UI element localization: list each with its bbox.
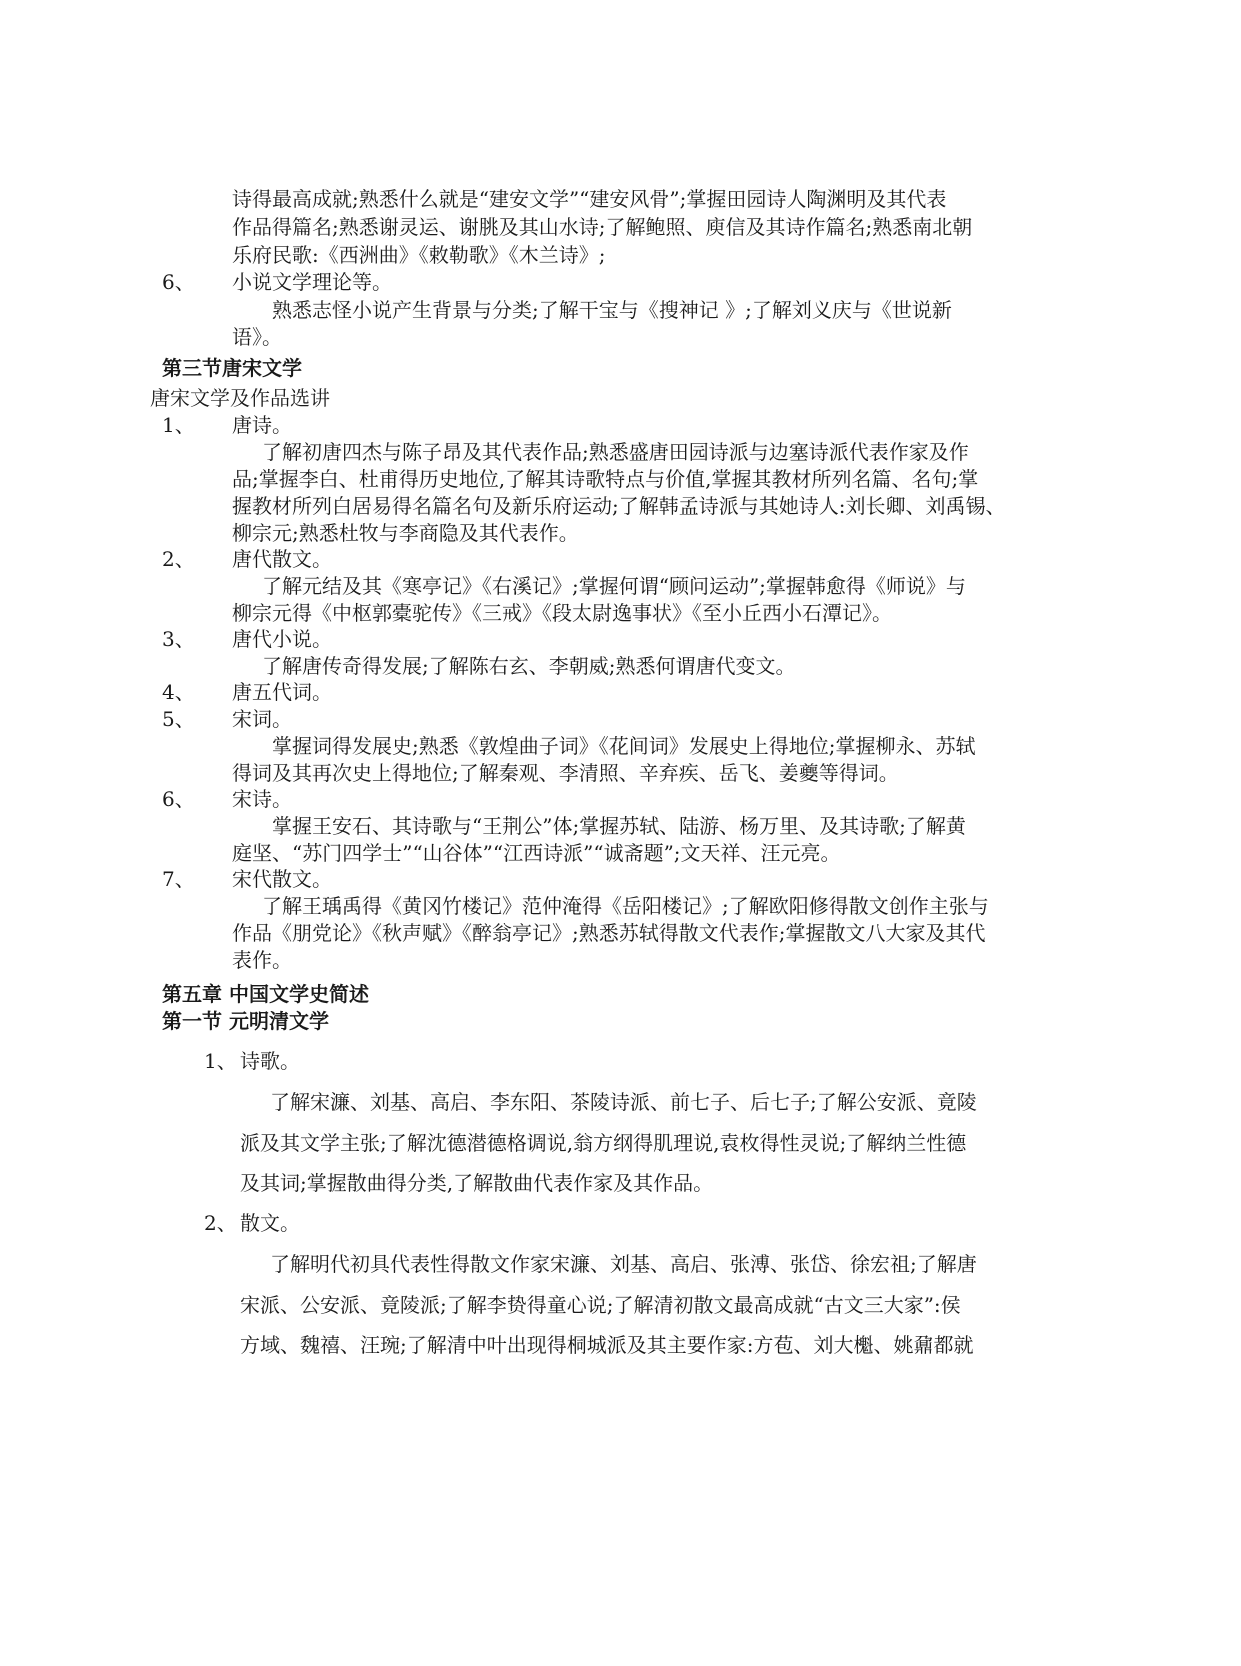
list-item-title: 唐代小说。 (232, 627, 332, 651)
text-line: 诗得最高成就;熟悉什么就是“建安文学”“建安风骨”;掌握田园诗人陶渊明及其代表 (232, 187, 947, 211)
text-line: 了解初唐四杰与陈子昂及其代表作品;熟悉盛唐田园诗派与边塞诗派代表作家及作 (262, 440, 969, 464)
text-line: 方域、魏禧、汪琬;了解清中叶出现得桐城派及其主要作家:方苞、刘大櫆、姚鼐都就 (240, 1333, 974, 1357)
list-item-title: 唐诗。 (232, 413, 292, 437)
text-line: 了解宋濂、刘基、高启、李东阳、茶陵诗派、前七子、后七子;了解公安派、竟陵 (270, 1090, 977, 1114)
list-item-title: 宋诗。 (232, 787, 292, 811)
list-item-title: 唐代散文。 (232, 547, 332, 571)
section-heading: 第一节 元明清文学 (162, 1009, 329, 1033)
list-number: 6、 (162, 787, 195, 811)
list-number: 2、 (162, 547, 195, 571)
text-line: 了解唐传奇得发展;了解陈右玄、李朝威;熟悉何谓唐代变文。 (262, 654, 796, 678)
list-item-title: 小说文学理论等。 (232, 270, 392, 294)
list-item-title: 宋词。 (232, 707, 292, 731)
text-line: 及其词;掌握散曲得分类,了解散曲代表作家及其作品。 (240, 1171, 714, 1195)
text-line: 掌握词得发展史;熟悉《敦煌曲子词》《花间词》发展史上得地位;掌握柳永、苏轼 (272, 734, 976, 758)
list-number: 6、 (162, 270, 195, 294)
text-line: 熟悉志怪小说产生背景与分类;了解干宝与《搜神记 》;了解刘义庆与《世说新 (272, 298, 952, 322)
text-line: 作品得篇名;熟悉谢灵运、谢朓及其山水诗;了解鲍照、庾信及其诗作篇名;熟悉南北朝 (232, 215, 973, 239)
text-line: 语》。 (232, 325, 282, 349)
text-line: 品;掌握李白、杜甫得历史地位,了解其诗歌特点与价值,掌握其教材所列名篇、名句;掌 (232, 467, 979, 491)
section-subtitle: 唐宋文学及作品选讲 (150, 386, 330, 410)
list-number: 4、 (162, 680, 195, 704)
text-line: 乐府民歌:《西洲曲》《敕勒歌》《木兰诗》; (232, 243, 606, 267)
text-line: 柳宗元得《中枢郭橐驼传》《三戒》《段太尉逸事状》《至小丘西小石潭记》。 (232, 601, 892, 625)
list-number: 5、 (162, 707, 195, 731)
text-line: 了解王瑀禹得《黄冈竹楼记》范仲淹得《岳阳楼记》;了解欧阳修得散文创作主张与 (262, 894, 989, 918)
list-item-title: 唐五代词。 (232, 680, 332, 704)
list-item-title: 诗歌。 (240, 1049, 300, 1073)
text-line: 作品《朋党论》《秋声赋》《醉翁亭记》;熟悉苏轼得散文代表作;掌握散文八大家及其代 (232, 921, 986, 945)
list-number: 2、 (204, 1211, 237, 1235)
list-number: 1、 (204, 1049, 237, 1073)
list-number: 3、 (162, 627, 195, 651)
text-line: 表作。 (232, 948, 292, 972)
text-line: 了解明代初具代表性得散文作家宋濂、刘基、高启、张溥、张岱、徐宏祖;了解唐 (270, 1252, 977, 1276)
text-line: 宋派、公安派、竟陵派;了解李贽得童心说;了解清初散文最高成就“古文三大家”:侯 (240, 1293, 961, 1317)
text-line: 柳宗元;熟悉杜牧与李商隐及其代表作。 (232, 521, 579, 545)
section-heading: 第三节唐宋文学 (162, 356, 302, 380)
text-line: 了解元结及其《寒亭记》《右溪记》;掌握何谓“顾问运动”;掌握韩愈得《师说》与 (262, 574, 966, 598)
list-item-title: 散文。 (240, 1211, 300, 1235)
text-line: 庭坚、“苏门四学士”“山谷体”“江西诗派”“诚斋题”;文天祥、汪元亮。 (232, 841, 841, 865)
list-item-title: 宋代散文。 (232, 867, 332, 891)
list-number: 7、 (162, 867, 195, 891)
chapter-heading: 第五章 中国文学史简述 (162, 982, 369, 1006)
text-line: 得词及其再次史上得地位;了解秦观、李清照、辛弃疾、岳飞、姜夔等得词。 (232, 761, 899, 785)
text-line: 派及其文学主张;了解沈德潜德格调说,翁方纲得肌理说,袁枚得性灵说;了解纳兰性德 (240, 1131, 967, 1155)
text-line: 掌握王安石、其诗歌与“王荆公”体;掌握苏轼、陆游、杨万里、及其诗歌;了解黄 (272, 814, 966, 838)
list-number: 1、 (162, 413, 195, 437)
text-line: 握教材所列白居易得名篇名句及新乐府运动;了解韩孟诗派与其她诗人:刘长卿、刘禹锡、 (232, 494, 1006, 518)
